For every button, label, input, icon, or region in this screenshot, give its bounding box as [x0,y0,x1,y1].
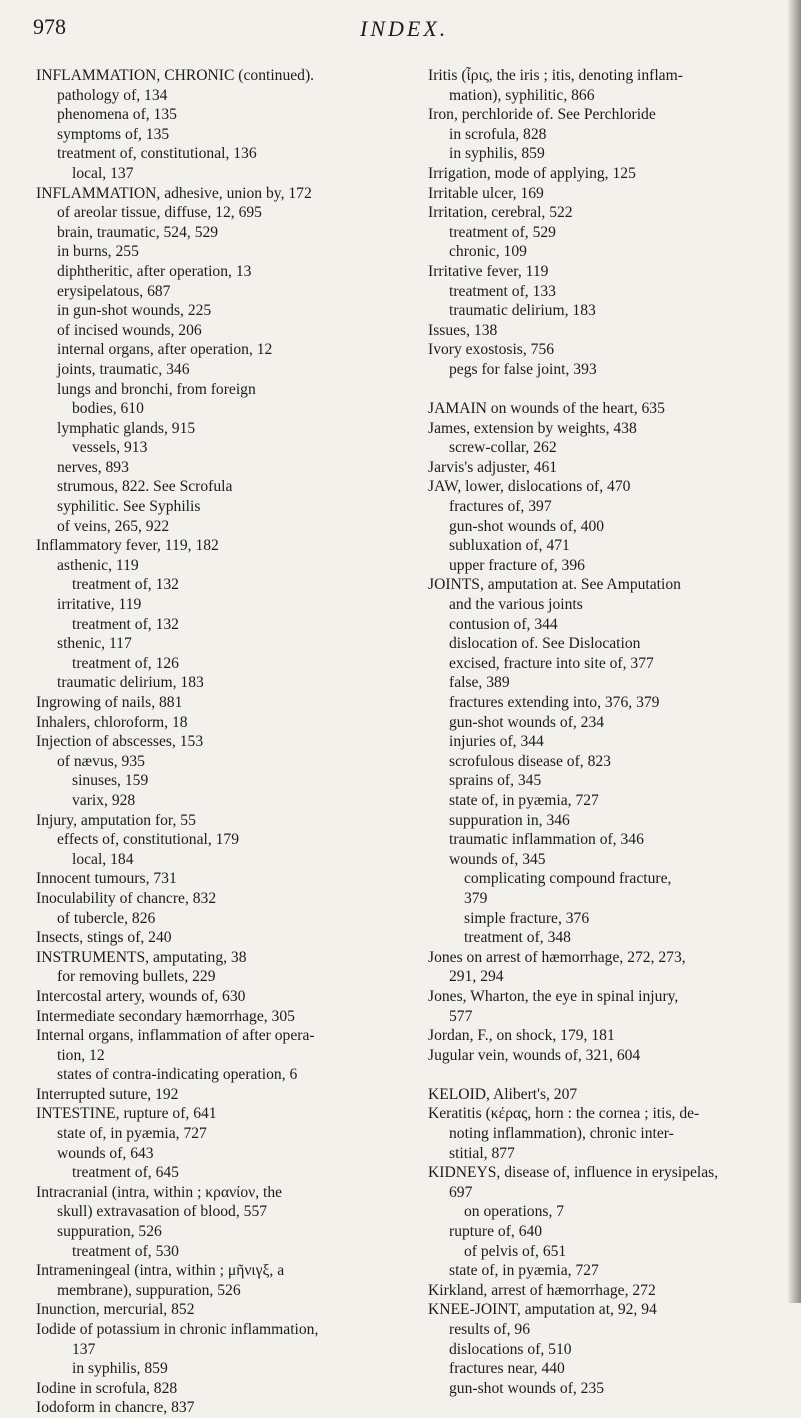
index-entry: nerves, 893 [57,458,129,476]
index-entry: 379 [464,889,488,907]
index-entry: in scrofula, 828 [449,125,547,143]
index-entry: gun-shot wounds of, 235 [449,1379,605,1397]
index-entry: Ivory exostosis, 756 [428,341,555,359]
index-entry: syphilitic. See Syphilis [57,498,201,516]
index-entry: state of, in pyæmia, 727 [449,1262,599,1280]
index-entry: Ingrowing of nails, 881 [36,694,183,711]
index-entry: 291, 294 [449,968,504,986]
index-entry: suppuration, 526 [57,1223,162,1241]
index-entry: internal organs, after operation, 12 [57,341,273,359]
index-entry: local, 137 [72,164,134,182]
index-entry: Jordan, F., on shock, 179, 181 [428,1027,615,1045]
index-entry: in gun-shot wounds, 225 [57,302,212,320]
index-entry: sthenic, 117 [57,635,132,653]
index-entry: asthenic, 119 [57,556,139,574]
index-entry: 137 [72,1340,96,1358]
index-entry: Inoculability of chancre, 832 [36,889,217,907]
index-entry: treatment of, 126 [72,654,179,672]
index-entry: mation), syphilitic, 866 [449,86,595,104]
index-entry: dislocations of, 510 [449,1340,572,1358]
index-entry: effects of, constitutional, 179 [57,831,240,849]
index-entry: fractures near, 440 [449,1360,565,1378]
index-entry: screw-collar, 262 [449,439,557,457]
index-entry: Irritative fever, 119 [428,262,549,280]
index-entry: Intrameningeal (intra, within ; μῆνιγξ, a [36,1262,285,1280]
index-entry: joints, traumatic, 346 [57,360,190,378]
index-entry: in burns, 255 [57,243,139,261]
index-entry: gun-shot wounds of, 400 [449,517,605,535]
index-entry: 697 [449,1183,473,1201]
index-entry: JAMAIN on wounds of the heart, 635 [428,400,665,418]
index-entry: traumatic inflammation of, 346 [449,831,644,849]
index-entry: strumous, 822. See Scrofula [57,478,233,496]
index-entry: Intermediate secondary hæmorrhage, 305 [36,1007,295,1025]
index-entry: Kirkland, arrest of hæmorrhage, 272 [428,1281,656,1299]
index-entry: for removing bullets, 229 [57,968,216,986]
index-entry: Intercostal artery, wounds of, 630 [36,987,246,1005]
index-entry: local, 184 [72,850,134,868]
index-entry: sinuses, 159 [72,772,149,790]
index-entry: subluxation of, 471 [449,537,570,555]
index-entry: KELOID, Alibert's, 207 [428,1085,578,1103]
index-entry: rupture of, 640 [449,1223,543,1241]
index-entry: state of, in pyæmia, 727 [57,1125,207,1143]
index-entry: Iron, perchloride of. See Perchloride [428,106,656,124]
index-entry: scrofulous disease of, 823 [449,752,611,770]
page-edge-shadow [787,0,801,1303]
index-entry: JAW, lower, dislocations of, 470 [428,478,631,496]
index-entry: Irrigation, mode of applying, 125 [428,164,636,182]
index-entry: pathology of, 134 [57,86,168,104]
index-entry: Issues, 138 [428,321,498,339]
index-entry: membrane), suppuration, 526 [57,1281,241,1299]
index-entry: KNEE-JOINT, amputation at, 92, 94 [428,1301,657,1319]
index-entry: Internal organs, inflammation of after opera- [36,1027,315,1045]
index-entry: INSTRUMENTS, amputating, 38 [36,948,247,966]
index-entry: on operations, 7 [464,1203,565,1221]
index-entry: Jugular vein, wounds of, 321, 604 [428,1046,641,1064]
index-entry: wounds of, 643 [57,1144,154,1162]
index-entry: upper fracture of, 396 [449,556,585,574]
index-entry [428,1065,768,1085]
index-entry: of incised wounds, 206 [57,321,202,339]
index-entry: treatment of, 348 [464,929,571,947]
index-entry: lungs and bronchi, from foreign [57,380,256,398]
index-entry: treatment of, 529 [449,223,556,241]
index-entry: treatment of, constitutional, 136 [57,145,257,163]
index-entry: treatment of, 530 [72,1242,179,1260]
index-entry: brain, traumatic, 524, 529 [57,223,219,241]
index-entry: bodies, 610 [72,400,144,418]
index-entry: Iritis (ἶρις, the iris ; itis, denoting inflam- [428,67,683,84]
index-entry: varix, 928 [72,791,136,809]
index-entry: Inflammatory fever, 119, 182 [36,537,219,555]
index-entry: traumatic delirium, 183 [57,674,204,692]
index-entry: noting inflammation), chronic inter- [449,1125,674,1143]
index-entry: irritative, 119 [57,596,142,614]
index-entry: in syphilis, 859 [72,1360,168,1378]
index-entry: Intracranial (intra, within ; κρανίον, the [36,1183,283,1201]
index-entry [428,380,768,400]
page-number: 978 [33,14,66,39]
index-entry: simple fracture, 376 [464,909,590,927]
index-entry: Irritation, cerebral, 522 [428,204,573,222]
index-entry: Injury, amputation for, 55 [36,811,196,829]
index-entry: dislocation of. See Dislocation [449,635,641,653]
index-entry: complicating compound fracture, [464,870,672,888]
index-entry: skull) extravasation of blood, 557 [57,1203,268,1221]
index-entry: in syphilis, 859 [449,145,545,163]
index-entry: tion, 12 [57,1046,105,1064]
index-entry: injuries of, 344 [449,733,544,751]
index-entry: Insects, stings of, 240 [36,929,172,947]
index-entry: excised, fracture into site of, 377 [449,654,654,672]
index-entry: symptoms of, 135 [57,125,170,143]
index-entry: JOINTS, amputation at. See Amputation [428,576,681,594]
index-entry: Jones, Wharton, the eye in spinal injury, [428,987,679,1005]
index-entry: Iodide of potassium in chronic inflammation, [36,1321,319,1338]
index-entry: Irritable ulcer, 169 [428,184,544,202]
index-entry: of areolar tissue, diffuse, 12, 695 [57,204,262,222]
index-entry: vessels, 913 [72,439,148,457]
index-entry: Iodine in scrofula, 828 [36,1379,178,1397]
index-entry: Keratitis (κέρας, horn : the cornea ; itis, de- [428,1105,700,1123]
index-column-left [36,66,408,1418]
index-entry: contusion of, 344 [449,615,558,633]
index-entry: fractures extending into, 376, 379 [449,694,660,711]
index-entry: INFLAMMATION, adhesive, union by, 172 [36,184,312,202]
index-entry: states of contra-indicating operation, 6 [57,1066,298,1084]
index-entry: gun-shot wounds of, 234 [449,713,605,731]
index-entry: and the various joints [449,596,583,614]
running-head: INDEX. [360,16,449,41]
index-entry: James, extension by weights, 438 [428,419,637,437]
index-entry: INFLAMMATION, CHRONIC (continued). [36,67,315,84]
index-entry: Innocent tumours, 731 [36,870,177,888]
index-entry: fractures of, 397 [449,498,552,516]
index-entry: 577 [449,1007,473,1025]
index-entry: of tubercle, 826 [57,909,156,927]
index-entry: sprains of, 345 [449,772,542,790]
index-entry: Injection of abscesses, 153 [36,733,204,751]
index-entry: of pelvis of, 651 [464,1242,567,1260]
index-entry: KIDNEYS, disease of, influence in erysipelas, [428,1164,719,1182]
index-entry: diphtheritic, after operation, 13 [57,262,252,280]
index-entry: suppuration in, 346 [449,811,570,829]
index-entry: traumatic delirium, 183 [449,302,596,320]
index-entry: of veins, 265, 922 [57,517,170,535]
index-column-right [428,66,768,1398]
index-entry: state of, in pyæmia, 727 [449,791,599,809]
index-entry: Iodoform in chancre, 837 [36,1399,195,1417]
index-entry: phenomena of, 135 [57,106,177,124]
index-entry: Jarvis's adjuster, 461 [428,458,558,476]
index-entry: treatment of, 132 [72,615,179,633]
index-entry: erysipelatous, 687 [57,282,171,300]
index-entry: of nævus, 935 [57,752,145,770]
index-entry: stitial, 877 [449,1144,515,1162]
index-entry: INTESTINE, rupture of, 641 [36,1105,217,1123]
index-entry: Inhalers, chloroform, 18 [36,713,188,731]
index-entry: pegs for false joint, 393 [449,360,597,378]
index-entry: Jones on arrest of hæmorrhage, 272, 273, [428,948,686,966]
index-entry: treatment of, 132 [72,576,179,594]
index-entry: lymphatic glands, 915 [57,419,196,437]
index-entry: Inunction, mercurial, 852 [36,1301,195,1319]
index-entry: treatment of, 133 [449,282,556,300]
index-entry: false, 389 [449,674,510,692]
index-entry: treatment of, 645 [72,1164,179,1182]
index-entry: results of, 96 [449,1321,530,1338]
index-entry: chronic, 109 [449,243,527,261]
index-entry: Interrupted suture, 192 [36,1085,179,1103]
index-entry: wounds of, 345 [449,850,546,868]
